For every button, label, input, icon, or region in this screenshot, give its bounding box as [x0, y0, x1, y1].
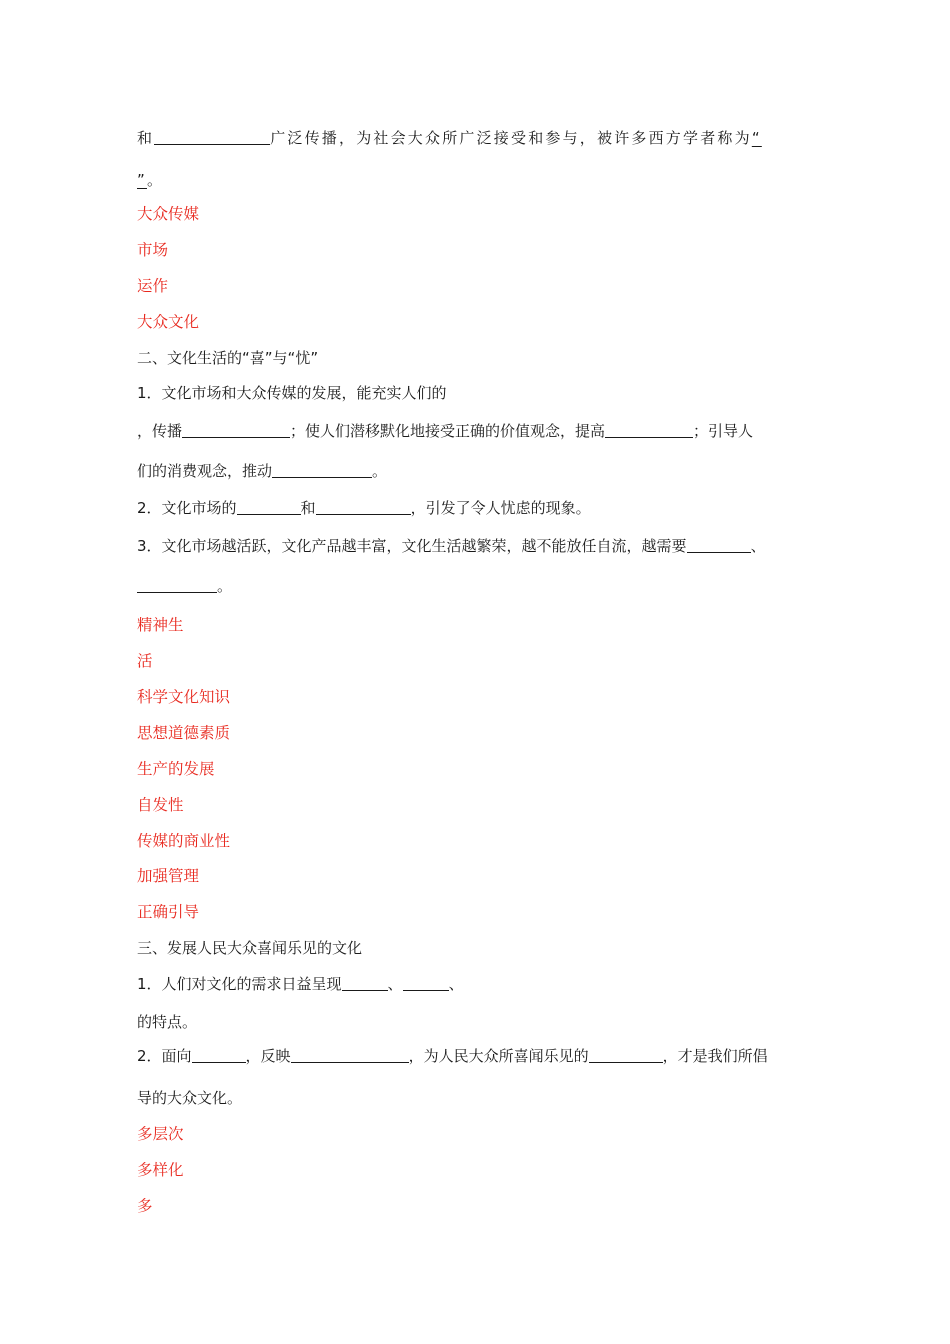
- s3-q2-line-1: [137, 1046, 768, 1066]
- answer-item: 自发性: [137, 796, 184, 814]
- s3-q2-text: ，反映: [245, 1047, 291, 1065]
- s2-q1-line-3: [137, 461, 387, 481]
- answer-item: 活: [137, 652, 153, 670]
- s2-q2-text: 和: [300, 499, 316, 517]
- blank[interactable]: [342, 975, 388, 991]
- answer-item: 生产的发展: [137, 760, 215, 778]
- s1-question-line-1: [137, 128, 762, 148]
- answer-item: 多: [137, 1197, 153, 1215]
- answer-item: 精神生: [137, 616, 184, 634]
- blank[interactable]: [154, 129, 270, 145]
- s3-q2-text: ，为人民大众所喜闻乐见的: [408, 1047, 589, 1065]
- s1-question-line-2: [137, 170, 164, 190]
- s2-q1-text: 们的消费观念，推动: [137, 462, 273, 480]
- s2-q3-line-2: [137, 576, 232, 596]
- blank[interactable]: [182, 422, 290, 438]
- answer-item: 大众传媒: [137, 205, 200, 223]
- blank[interactable]: [192, 1047, 246, 1063]
- s2-q1-text: ；使人们潜移默化地接受正确的价值观念，提高: [290, 422, 606, 440]
- blank[interactable]: [687, 537, 751, 553]
- blank[interactable]: [605, 422, 693, 438]
- s2-q3-text: 。: [217, 577, 233, 595]
- s3-q2-text: 2．面向: [137, 1047, 192, 1065]
- s1-text-main: 广泛传播，为社会大众所广泛接受和参与，被许多西方学者称为: [270, 129, 752, 147]
- s2-q3-line-1: [137, 536, 766, 556]
- s2-q3-text: 、: [750, 537, 766, 555]
- blank[interactable]: [403, 975, 449, 991]
- answer-item: 正确引导: [137, 903, 200, 921]
- s1-open-quote: “: [751, 129, 762, 147]
- s2-q2-text: 2．文化市场的: [137, 499, 237, 517]
- section-heading: 二、文化生活的“喜”与“忧”: [137, 349, 319, 367]
- s3-q1-line-1: [137, 974, 464, 994]
- s3-q1-text: 、: [387, 975, 403, 993]
- answer-item: 市场: [137, 241, 169, 259]
- answer-item: 思想道德素质: [137, 724, 231, 742]
- s1-text-and: 和: [137, 129, 155, 147]
- s2-q2-text: ，引发了令人忧虑的现象。: [410, 499, 591, 517]
- s3-q1-text: 1．人们对文化的需求日益呈现: [137, 975, 342, 993]
- answer-item: 科学文化知识: [137, 688, 231, 706]
- s3-q1-line-2: 的特点。: [137, 1013, 198, 1031]
- s1-period: 。: [146, 171, 165, 189]
- answer-item: 多层次: [137, 1125, 184, 1143]
- answer-item: 传媒的商业性: [137, 832, 231, 850]
- blank[interactable]: [272, 462, 372, 478]
- s2-q1-text: 。: [372, 462, 388, 480]
- answer-item: 多样化: [137, 1161, 184, 1179]
- blank[interactable]: [589, 1047, 663, 1063]
- answer-item: 大众文化: [137, 313, 200, 331]
- s2-q3-text: 3．文化市场越活跃，文化产品越丰富，文化生活越繁荣，越不能放任自流，越需要: [137, 537, 687, 555]
- s2-q1-line-1: 1．文化市场和大众传媒的发展，能充实人们的: [137, 384, 447, 402]
- s2-q2: [137, 498, 591, 518]
- s2-q1-text: ；引导人: [693, 422, 754, 440]
- answer-item: 加强管理: [137, 867, 200, 885]
- s3-q1-text: 、: [448, 975, 464, 993]
- s2-q1-text: ，传播: [137, 422, 183, 440]
- blank[interactable]: [137, 577, 217, 593]
- blank[interactable]: [316, 499, 411, 515]
- s1-close-quote: ”: [137, 171, 147, 189]
- blank[interactable]: [237, 499, 301, 515]
- s3-q2-line-2: 导的大众文化。: [137, 1089, 243, 1107]
- section-heading: 三、发展人民大众喜闻乐见的文化: [137, 939, 363, 957]
- blank[interactable]: [291, 1047, 409, 1063]
- s3-q2-text: ，才是我们所倡: [662, 1047, 768, 1065]
- s2-q1-line-2: [137, 421, 753, 441]
- answer-item: 运作: [137, 277, 169, 295]
